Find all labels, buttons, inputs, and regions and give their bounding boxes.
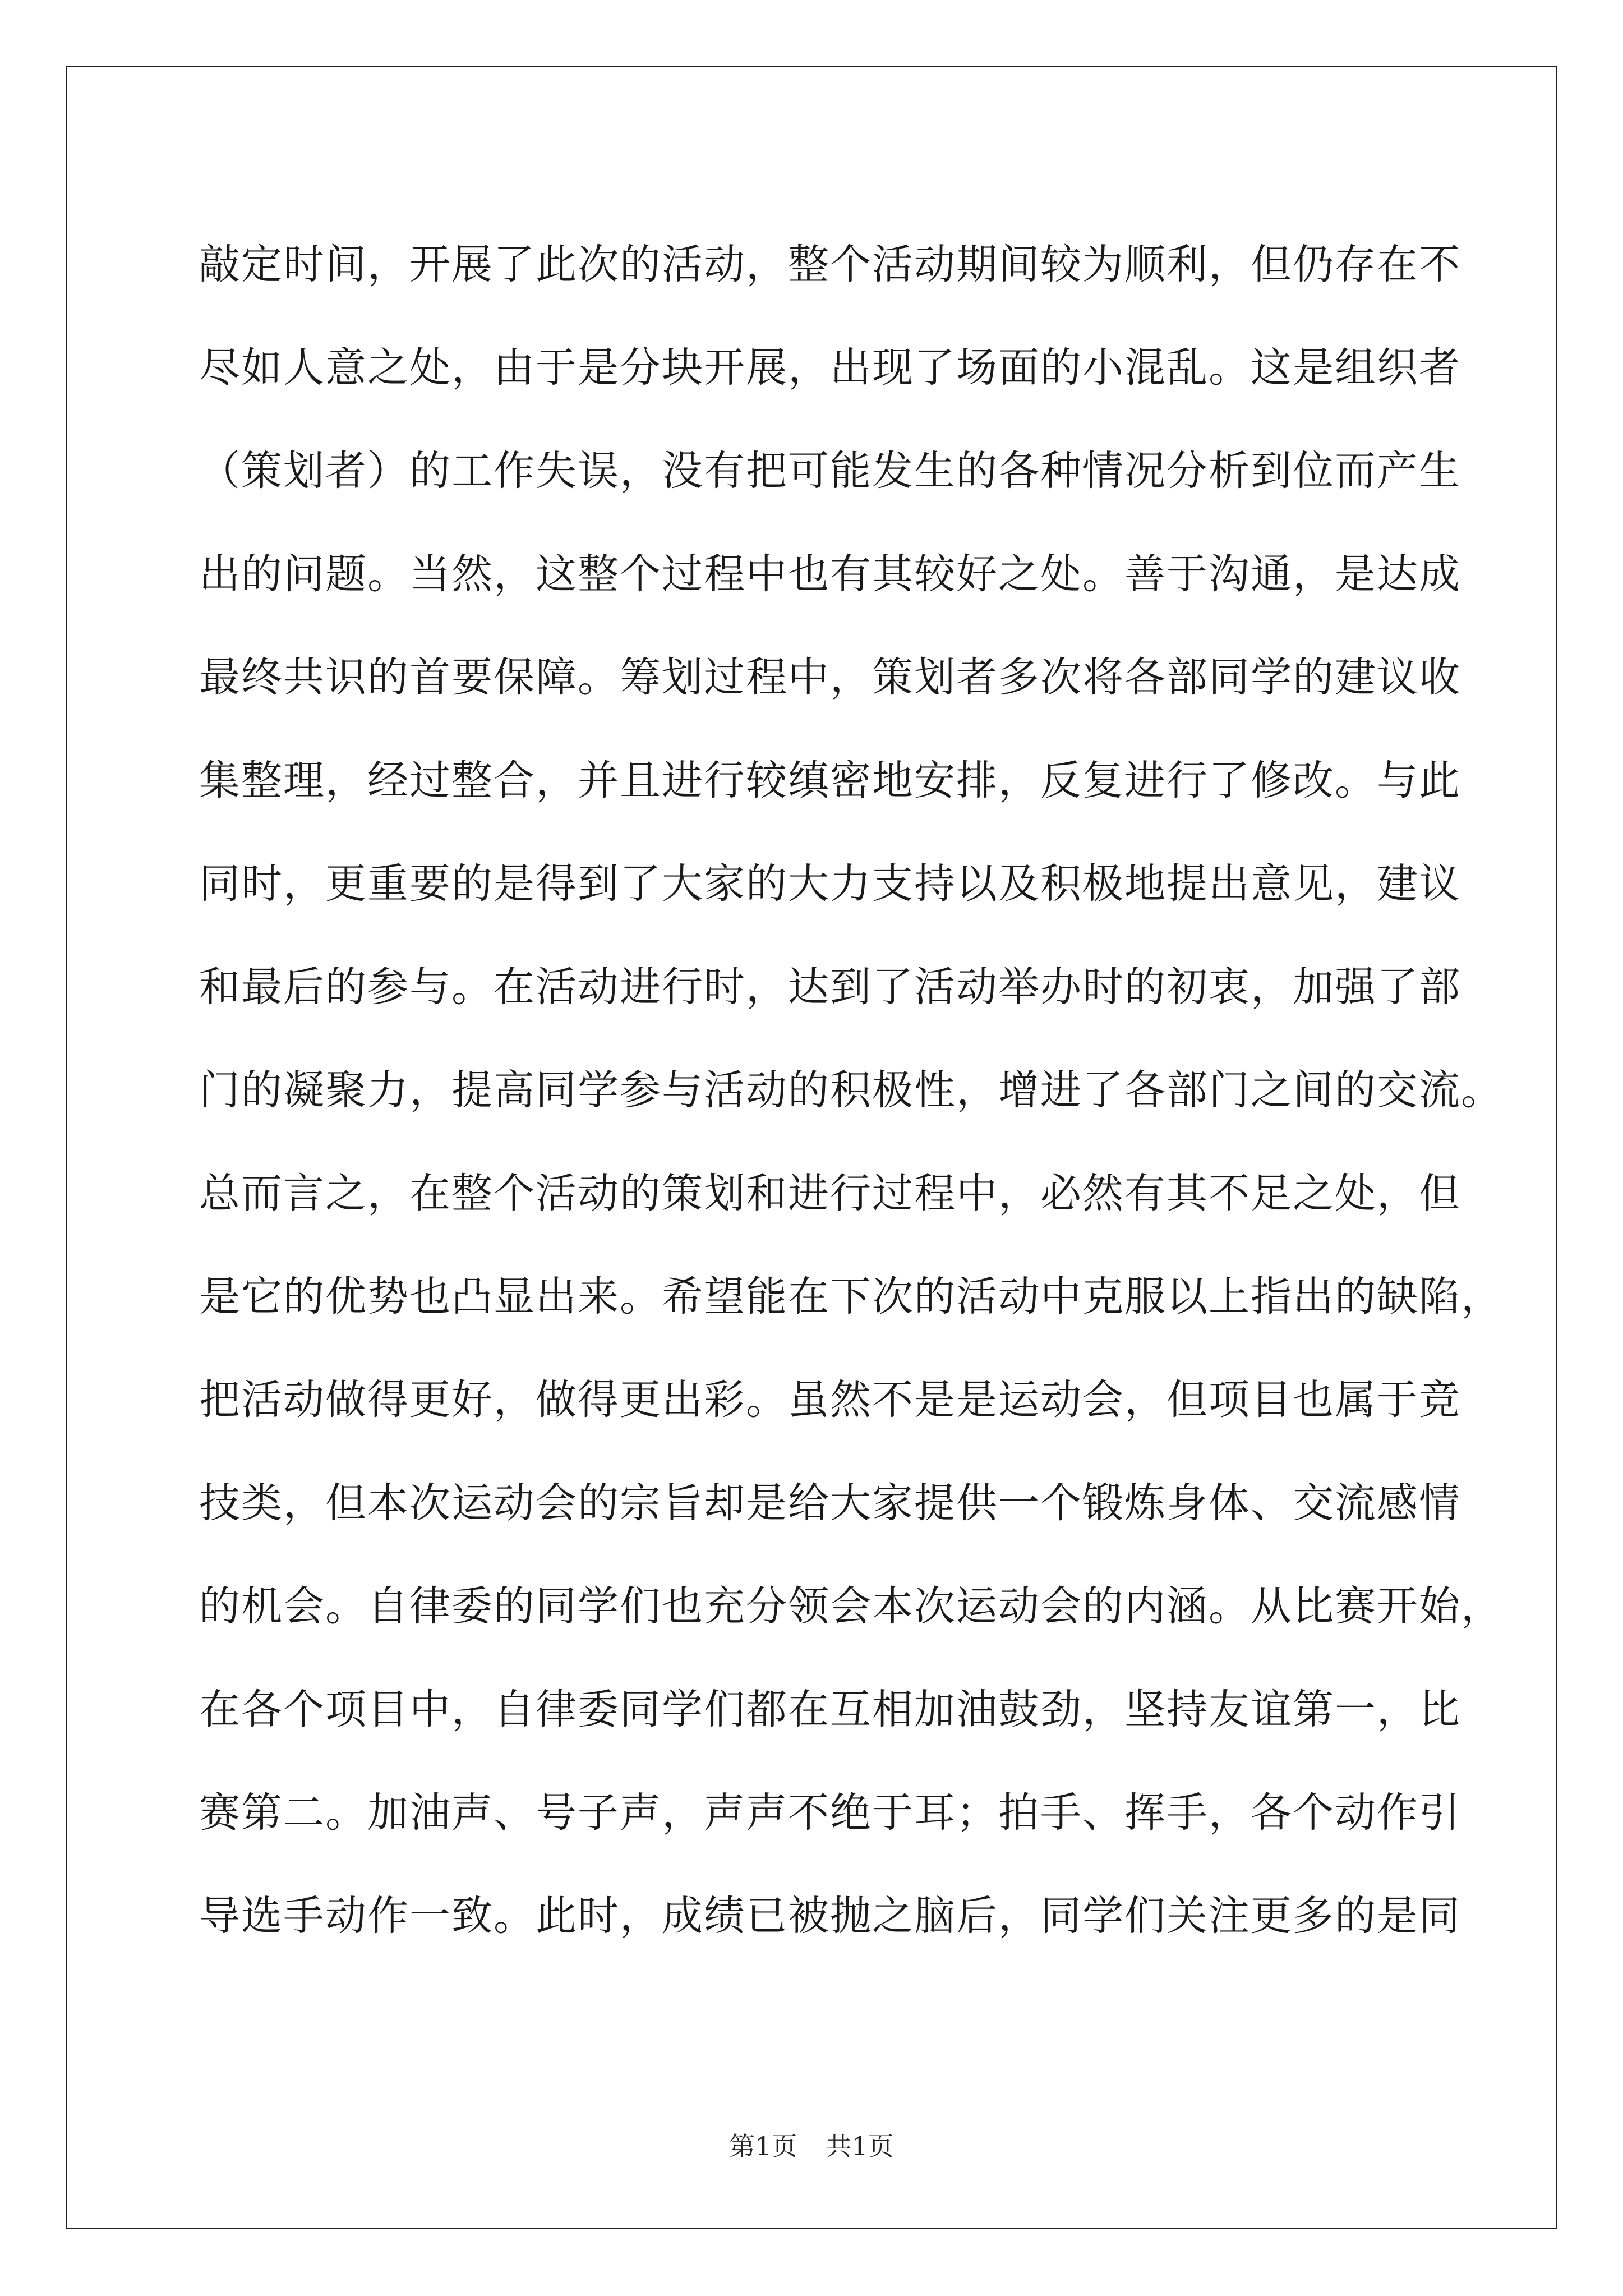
text-line-10: 总而言之，在整个活动的策划和进行过程中，必然有其不足之处，但 xyxy=(199,1170,1461,1217)
text-line-8: 和最后的参与。在活动进行时，达到了活动举办时的初衷，加强了部 xyxy=(199,963,1461,1011)
text-line-3: （策划者）的工作失误，没有把可能发生的各种情况分析到位而产生 xyxy=(199,447,1461,495)
page-number-total: 共1页 xyxy=(826,2131,894,2161)
text-line-6: 集整理，经过整合，并且进行较缜密地安排，反复进行了修改。与此 xyxy=(199,757,1461,804)
text-line-16: 赛第二。加油声、号子声，声声不绝于耳；拍手、挥手，各个动作引 xyxy=(199,1789,1461,1837)
text-line-15: 在各个项目中，自律委同学们都在互相加油鼓劲，坚持友谊第一，比 xyxy=(199,1686,1461,1733)
text-line-4: 出的问题。当然，这整个过程中也有其较好之处。善于沟通，是达成 xyxy=(199,550,1461,598)
text-line-1: 敲定时间，开展了此次的活动，整个活动期间较为顺利，但仍存在不 xyxy=(199,241,1461,288)
text-line-14: 的机会。自律委的同学们也充分领会本次运动会的内涵。从比赛开始， xyxy=(199,1582,1503,1630)
text-line-7: 同时，更重要的是得到了大家的大力支持以及积极地提出意见，建议 xyxy=(199,860,1461,908)
text-line-11: 是它的优势也凸显出来。希望能在下次的活动中克服以上指出的缺陷， xyxy=(199,1273,1503,1320)
text-line-5: 最终共识的首要保障。筹划过程中，策划者多次将各部同学的建议收 xyxy=(199,654,1461,701)
page-number-current: 第1页 xyxy=(729,2131,797,2161)
text-line-17: 导选手动作一致。此时，成绩已被抛之脑后，同学们关注更多的是同 xyxy=(199,1892,1461,1940)
page-footer xyxy=(0,2126,1623,2163)
text-line-2: 尽如人意之处，由于是分块开展，出现了场面的小混乱。这是组织者 xyxy=(199,344,1461,392)
text-line-13: 技类，但本次运动会的宗旨却是给大家提供一个锻炼身体、交流感情 xyxy=(199,1479,1461,1527)
document-body xyxy=(199,213,1503,1968)
text-line-12: 把活动做得更好，做得更出彩。虽然不是是运动会，但项目也属于竞 xyxy=(199,1376,1461,1424)
text-line-9: 门的凝聚力，提高同学参与活动的积极性，增进了各部门之间的交流。 xyxy=(199,1066,1503,1114)
